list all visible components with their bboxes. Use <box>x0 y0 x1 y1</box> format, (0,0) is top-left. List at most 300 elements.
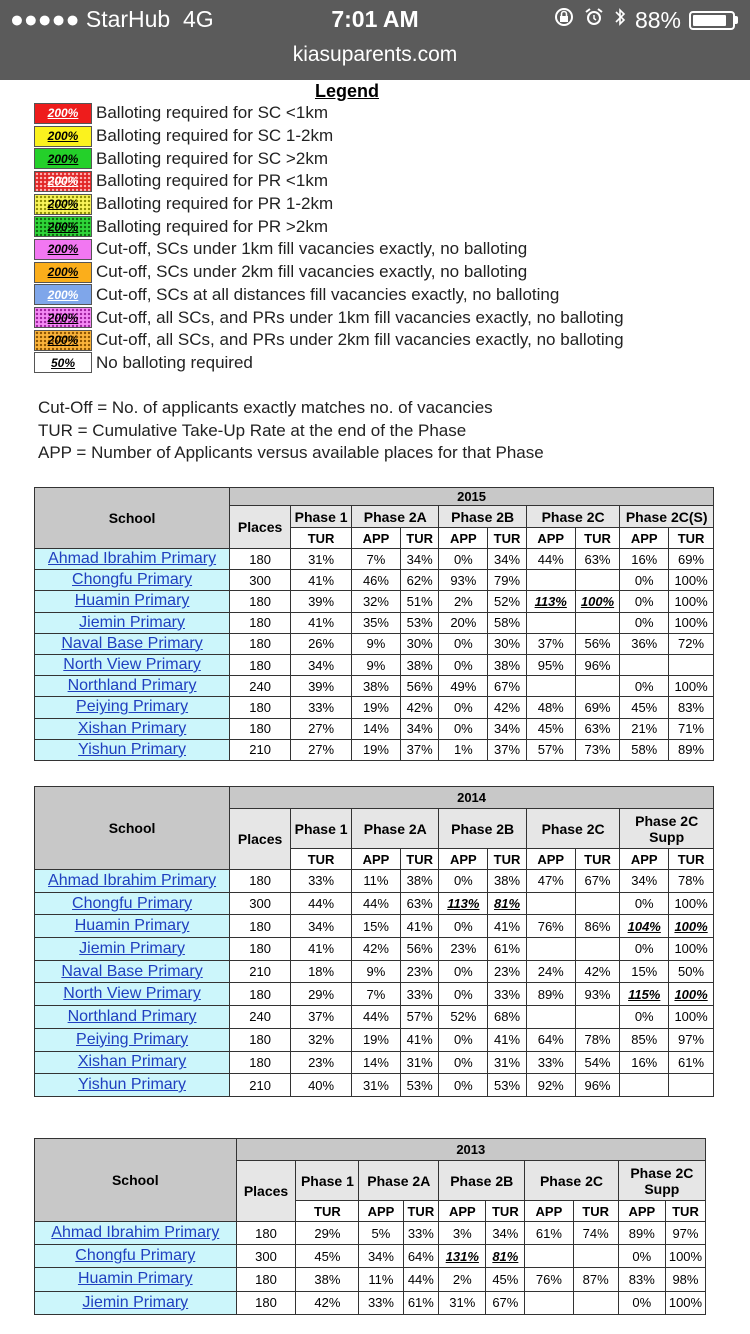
table-row <box>35 633 714 654</box>
rate-cell: 32% <box>352 591 401 612</box>
rate-cell: 46% <box>352 570 401 591</box>
legend-swatch: 200% <box>34 330 92 351</box>
rate-cell: 56% <box>400 938 439 961</box>
rate-cell: 85% <box>620 1028 669 1051</box>
rate-cell: 37% <box>291 1006 352 1029</box>
rate-cell: 151% <box>525 1291 573 1314</box>
header-phase: Phase 2B <box>439 1161 525 1201</box>
table-row <box>35 1245 706 1268</box>
rate-cell: 95% <box>526 654 575 675</box>
rate-cell: 61% <box>525 1222 573 1245</box>
rate-cell: 124% <box>526 570 575 591</box>
rate-cell: 51% <box>400 591 439 612</box>
rate-cell: 15% <box>352 915 401 938</box>
header-sub: TUR <box>486 1201 525 1222</box>
school-link[interactable]: Xishan Primary <box>35 718 230 739</box>
header-sub: TUR <box>575 849 620 870</box>
legend-swatch: 200% <box>34 284 92 305</box>
rate-cell: 0% <box>439 549 488 570</box>
rate-cell: 31% <box>488 1051 527 1074</box>
rate-cell: 113% <box>439 892 488 915</box>
rate-cell: 0% <box>439 960 488 983</box>
rate-cell: 81% <box>488 892 527 915</box>
rate-cell: 34% <box>488 718 527 739</box>
definition-tur: TUR = Cumulative Take-Up Rate at the end of the Phase <box>38 420 467 440</box>
rate-cell: 64% <box>526 1028 575 1051</box>
places-cell: 180 <box>230 549 291 570</box>
rate-cell: 45% <box>620 697 669 718</box>
school-link[interactable]: Naval Base Primary <box>35 633 230 654</box>
rate-cell: 52% <box>488 591 527 612</box>
rate-cell: 53% <box>400 1074 439 1097</box>
rate-cell: 0% <box>620 612 669 633</box>
places-cell: 180 <box>230 915 291 938</box>
rate-cell: 100% <box>573 1245 618 1268</box>
rate-cell: 27% <box>291 739 352 760</box>
admission-table-2015 <box>34 487 714 761</box>
table-row <box>35 718 714 739</box>
rate-cell: 87% <box>573 1268 618 1291</box>
rate-cell: 131% <box>439 1245 486 1268</box>
table-row <box>35 1268 706 1291</box>
school-link[interactable]: Northland Primary <box>35 676 230 697</box>
rate-cell: 49% <box>439 676 488 697</box>
school-link[interactable]: Northland Primary <box>35 1006 230 1029</box>
legend-label: Balloting required for PR 1-2km <box>96 194 334 214</box>
school-link[interactable]: North View Primary <box>35 983 230 1006</box>
rate-cell: 78% <box>575 1028 620 1051</box>
header-sub: APP <box>439 1201 486 1222</box>
header-sub: TUR <box>488 849 527 870</box>
school-link[interactable]: Ahmad Ibrahim Primary <box>35 549 230 570</box>
places-cell: 180 <box>230 1051 291 1074</box>
legend-item <box>34 125 714 148</box>
rate-cell: 78% <box>669 870 714 893</box>
rate-cell: 179% <box>525 1245 573 1268</box>
rate-cell: 41% <box>400 1028 439 1051</box>
rate-cell: 163% <box>526 892 575 915</box>
rate-cell: 56% <box>400 676 439 697</box>
legend-item <box>34 215 714 238</box>
places-cell: 180 <box>230 591 291 612</box>
rate-cell: 34% <box>291 915 352 938</box>
rate-cell: 97% <box>669 1028 714 1051</box>
rate-cell: 63% <box>400 892 439 915</box>
rate-cell: 15% <box>620 960 669 983</box>
rate-cell: 31% <box>400 1051 439 1074</box>
places-cell: 180 <box>230 1028 291 1051</box>
header-sub: APP <box>439 528 488 549</box>
legend-label: Cut-off, SCs under 1km fill vacancies exactly, no balloting <box>96 239 528 259</box>
rate-cell: 39% <box>291 676 352 697</box>
header-sub: APP <box>439 849 488 870</box>
rate-cell: 47% <box>526 870 575 893</box>
places-cell: 180 <box>230 938 291 961</box>
rate-cell: 31% <box>291 549 352 570</box>
rate-cell: 44% <box>352 1006 401 1029</box>
rate-cell: 63% <box>575 718 620 739</box>
rate-cell: 57% <box>400 1006 439 1029</box>
admission-table-2013 <box>34 1138 706 1315</box>
legend-item <box>34 329 714 352</box>
rate-cell: 69% <box>669 549 714 570</box>
school-link[interactable]: Ahmad Ibrahim Primary <box>35 1222 237 1245</box>
table-row <box>35 1074 714 1097</box>
legend-swatch: 200% <box>34 194 92 215</box>
rate-cell: 69% <box>575 697 620 718</box>
rate-cell: 113% <box>620 1074 669 1097</box>
legend-item <box>34 284 714 307</box>
rate-cell: 0% <box>439 983 488 1006</box>
header-places: Places <box>230 809 291 870</box>
rate-cell: 100% <box>669 612 714 633</box>
rate-cell: 68% <box>488 1006 527 1029</box>
rate-cell: 0% <box>618 1245 665 1268</box>
rate-cell: 37% <box>526 633 575 654</box>
legend <box>34 80 714 374</box>
rate-cell: 71% <box>669 718 714 739</box>
rate-cell: 100% <box>669 570 714 591</box>
legend-label: No balloting required <box>96 352 253 372</box>
header-phase: Phase 2A <box>359 1161 439 1201</box>
rate-cell: 100% <box>573 1291 618 1314</box>
rate-cell: 44% <box>291 892 352 915</box>
rate-cell: 34% <box>486 1222 525 1245</box>
school-link[interactable]: Yishun Primary <box>35 739 230 760</box>
header-sub: TUR <box>403 1201 439 1222</box>
rate-cell: 0% <box>620 591 669 612</box>
places-cell: 210 <box>230 739 291 760</box>
definitions <box>38 397 544 465</box>
places-cell: 180 <box>230 654 291 675</box>
rate-cell: 0% <box>618 1291 665 1314</box>
header-phase: Phase 2C <box>526 506 620 528</box>
table-row <box>35 676 714 697</box>
header-phase: Phase 2B <box>439 506 526 528</box>
rate-cell: 100% <box>665 1245 705 1268</box>
rate-cell: 9% <box>352 960 401 983</box>
rate-cell: 33% <box>291 697 352 718</box>
header-phase: Phase 2C <box>525 1161 618 1201</box>
rate-cell: 100% <box>669 892 714 915</box>
places-cell: 180 <box>230 870 291 893</box>
places-cell: 180 <box>230 983 291 1006</box>
places-cell: 300 <box>230 892 291 915</box>
rate-cell: 33% <box>359 1291 403 1314</box>
rate-cell: 39% <box>291 591 352 612</box>
header-sub: APP <box>525 1201 573 1222</box>
rate-cell: 92% <box>526 1074 575 1097</box>
school-link[interactable]: Huamin Primary <box>35 591 230 612</box>
rate-cell: 41% <box>400 915 439 938</box>
rate-cell: 23% <box>291 1051 352 1074</box>
rate-cell: 86% <box>575 915 620 938</box>
rate-cell: 93% <box>575 983 620 1006</box>
rate-cell: 33% <box>488 983 527 1006</box>
rate-cell: 38% <box>296 1268 359 1291</box>
table-row <box>35 549 714 570</box>
school-link[interactable]: Huamin Primary <box>35 1268 237 1291</box>
header-sub: APP <box>620 528 669 549</box>
rate-cell: 100% <box>575 676 620 697</box>
rate-cell: 73% <box>575 739 620 760</box>
rate-cell: 5% <box>359 1222 403 1245</box>
rate-cell: 44% <box>352 892 401 915</box>
header-sub: TUR <box>296 1201 359 1222</box>
rate-cell: 57% <box>526 739 575 760</box>
url-bar[interactable]: kiasuparents.com <box>292 43 458 66</box>
school-link[interactable]: Peiying Primary <box>35 1028 230 1051</box>
rate-cell: 45% <box>296 1245 359 1268</box>
school-link[interactable]: Xishan Primary <box>35 1051 230 1074</box>
rate-cell: 104% <box>620 915 669 938</box>
rate-cell: 37% <box>400 739 439 760</box>
rate-cell: 113% <box>526 612 575 633</box>
rate-cell: 200% <box>526 676 575 697</box>
legend-swatch: 50% <box>34 352 92 373</box>
header-phase: Phase 1 <box>296 1161 359 1201</box>
rate-cell: 20% <box>439 612 488 633</box>
header-sub: TUR <box>573 1201 618 1222</box>
header-phase: Phase 2C Supp <box>618 1161 705 1201</box>
school-link[interactable]: Chongfu Primary <box>35 892 230 915</box>
rate-cell: 9% <box>352 654 401 675</box>
legend-label: Balloting required for SC >2km <box>96 148 328 168</box>
header-sub: TUR <box>669 849 714 870</box>
rate-cell: 33% <box>526 1051 575 1074</box>
rate-cell: 0% <box>439 654 488 675</box>
school-link[interactable]: Jiemin Primary <box>35 612 230 633</box>
header-places: Places <box>236 1161 296 1222</box>
rate-cell: 100% <box>665 1291 705 1314</box>
rate-cell: 67% <box>486 1291 525 1314</box>
rate-cell: 89% <box>526 983 575 1006</box>
rate-cell: 64% <box>403 1245 439 1268</box>
rate-cell: 38% <box>400 654 439 675</box>
legend-label: Cut-off, all SCs, and PRs under 1km fill vacancies exactly, no balloting <box>96 307 624 327</box>
table-row <box>35 870 714 893</box>
header-phase: Phase 1 <box>291 809 352 849</box>
rate-cell: 0% <box>439 718 488 739</box>
rate-cell: 11% <box>359 1268 403 1291</box>
rate-cell: 41% <box>291 612 352 633</box>
rate-cell: 0% <box>620 938 669 961</box>
rate-cell: 7% <box>352 983 401 1006</box>
rate-cell: 96% <box>575 1074 620 1097</box>
rate-cell: 52% <box>439 1006 488 1029</box>
legend-label: Cut-off, all SCs, and PRs under 2km fill vacancies exactly, no balloting <box>96 330 624 350</box>
school-link[interactable]: Chongfu Primary <box>35 1245 237 1268</box>
rate-cell: 0% <box>620 570 669 591</box>
rate-cell: 30% <box>488 633 527 654</box>
year-header: 2014 <box>230 787 714 809</box>
legend-swatch: 200% <box>34 239 92 260</box>
legend-item <box>34 170 714 193</box>
school-link[interactable]: North View Primary <box>35 654 230 675</box>
rate-cell: 29% <box>291 983 352 1006</box>
table-row <box>35 892 714 915</box>
rate-cell: 89% <box>669 739 714 760</box>
rate-cell: 34% <box>488 549 527 570</box>
header-sub: TUR <box>291 849 352 870</box>
places-cell: 180 <box>236 1268 296 1291</box>
legend-swatch: 200% <box>34 148 92 169</box>
rate-cell: 16% <box>620 1051 669 1074</box>
rate-cell: 62% <box>400 570 439 591</box>
rate-cell: 100% <box>575 612 620 633</box>
legend-swatch: 200% <box>34 126 92 147</box>
header-school: School <box>35 488 230 549</box>
rate-cell: 41% <box>291 938 352 961</box>
header-sub: APP <box>526 528 575 549</box>
rate-cell: 100% <box>669 938 714 961</box>
rate-cell: 0% <box>439 870 488 893</box>
rate-cell: 61% <box>403 1291 439 1314</box>
rate-cell: 36% <box>620 633 669 654</box>
rate-cell: 100% <box>575 1006 620 1029</box>
rate-cell: 42% <box>488 697 527 718</box>
header-phase: Phase 2C Supp <box>620 809 714 849</box>
network-label: 4G <box>183 6 214 32</box>
table-row <box>35 697 714 718</box>
rate-cell: 53% <box>400 612 439 633</box>
rate-cell: 38% <box>488 654 527 675</box>
rate-cell: 11% <box>352 870 401 893</box>
rate-cell: 53% <box>488 1074 527 1097</box>
rate-cell: 0% <box>439 1028 488 1051</box>
table-row <box>35 739 714 760</box>
rate-cell: 32% <box>291 1028 352 1051</box>
places-cell: 240 <box>230 676 291 697</box>
rate-cell: 203% <box>526 1006 575 1029</box>
rate-cell: 9% <box>352 633 401 654</box>
legend-item <box>34 306 714 329</box>
table-row <box>35 570 714 591</box>
rate-cell: 83% <box>618 1268 665 1291</box>
table-row <box>35 983 714 1006</box>
clock: 7:01 AM <box>331 6 419 32</box>
rate-cell: 113% <box>526 591 575 612</box>
rate-cell: 31% <box>352 1074 401 1097</box>
header-places: Places <box>230 506 291 549</box>
legend-swatch: 200% <box>34 262 92 283</box>
school-link[interactable]: Huamin Primary <box>35 915 230 938</box>
legend-label: Cut-off, SCs at all distances fill vacancies exactly, no balloting <box>96 284 560 304</box>
battery-icon <box>689 11 738 30</box>
places-cell: 210 <box>230 1074 291 1097</box>
legend-label: Balloting required for SC <1km <box>96 103 328 123</box>
rate-cell: 30% <box>400 633 439 654</box>
school-link[interactable]: Peiying Primary <box>35 697 230 718</box>
header-sub: TUR <box>488 528 527 549</box>
rate-cell: 98% <box>665 1268 705 1291</box>
table-row <box>35 654 714 675</box>
school-link[interactable]: Jiemin Primary <box>35 1291 237 1314</box>
rate-cell: 100% <box>669 591 714 612</box>
header-phase: Phase 2A <box>352 506 439 528</box>
legend-swatch: 200% <box>34 216 92 237</box>
rate-cell: 58% <box>620 739 669 760</box>
school-link[interactable]: Jiemin Primary <box>35 938 230 961</box>
places-cell: 180 <box>230 633 291 654</box>
rate-cell: 34% <box>291 654 352 675</box>
rate-cell: 34% <box>620 870 669 893</box>
places-cell: 180 <box>230 718 291 739</box>
rate-cell: 45% <box>486 1268 525 1291</box>
rate-cell: 0% <box>439 1074 488 1097</box>
places-cell: 180 <box>230 612 291 633</box>
table-row <box>35 1006 714 1029</box>
legend-item <box>34 147 714 170</box>
school-link[interactable]: Ahmad Ibrahim Primary <box>35 870 230 893</box>
rate-cell: 27% <box>291 718 352 739</box>
places-cell: 210 <box>230 960 291 983</box>
rate-cell: 42% <box>352 938 401 961</box>
header-school: School <box>35 1139 237 1222</box>
table-row <box>35 612 714 633</box>
orientation-lock-icon <box>553 6 575 34</box>
rate-cell: 42% <box>575 960 620 983</box>
rate-cell: 186% <box>620 654 669 675</box>
table-row <box>35 1051 714 1074</box>
rate-cell: 33% <box>400 983 439 1006</box>
rate-cell: 50% <box>669 960 714 983</box>
rate-cell: 0% <box>620 892 669 915</box>
rate-cell: 61% <box>488 938 527 961</box>
rate-cell: 33% <box>291 870 352 893</box>
rate-cell: 1% <box>439 739 488 760</box>
rate-cell: 14% <box>352 718 401 739</box>
school-link[interactable]: Yishun Primary <box>35 1074 230 1097</box>
alarm-icon <box>583 6 605 34</box>
rate-cell: 23% <box>400 960 439 983</box>
places-cell: 180 <box>236 1291 296 1314</box>
school-link[interactable]: Chongfu Primary <box>35 570 230 591</box>
places-cell: 180 <box>236 1222 296 1245</box>
table-row <box>35 1222 706 1245</box>
rate-cell: 54% <box>575 1051 620 1074</box>
header-sub: TUR <box>291 528 352 549</box>
header-sub: APP <box>352 849 401 870</box>
header-sub: APP <box>352 528 401 549</box>
header-phase: Phase 2C(S) <box>620 506 714 528</box>
rate-cell: 34% <box>400 718 439 739</box>
header-sub: APP <box>526 849 575 870</box>
places-cell: 300 <box>236 1245 296 1268</box>
rate-cell: 0% <box>620 1006 669 1029</box>
rate-cell: 40% <box>291 1074 352 1097</box>
rate-cell: 76% <box>526 915 575 938</box>
rate-cell: 0% <box>439 1051 488 1074</box>
legend-item <box>34 193 714 216</box>
places-cell: 180 <box>230 697 291 718</box>
school-link[interactable]: Naval Base Primary <box>35 960 230 983</box>
table-row <box>35 591 714 612</box>
rate-cell: 34% <box>400 549 439 570</box>
definition-app: APP = Number of Applicants versus available places for that Phase <box>38 443 544 463</box>
rate-cell: 3% <box>439 1222 486 1245</box>
rate-cell: 2% <box>439 591 488 612</box>
rate-cell: 79% <box>488 570 527 591</box>
rate-cell: 89% <box>618 1222 665 1245</box>
rate-cell: 83% <box>669 697 714 718</box>
rate-cell: 61% <box>669 1051 714 1074</box>
rate-cell: 67% <box>488 676 527 697</box>
rate-cell: 24% <box>526 960 575 983</box>
rate-cell: 115% <box>526 938 575 961</box>
header-sub: APP <box>618 1201 665 1222</box>
rate-cell: 76% <box>525 1268 573 1291</box>
